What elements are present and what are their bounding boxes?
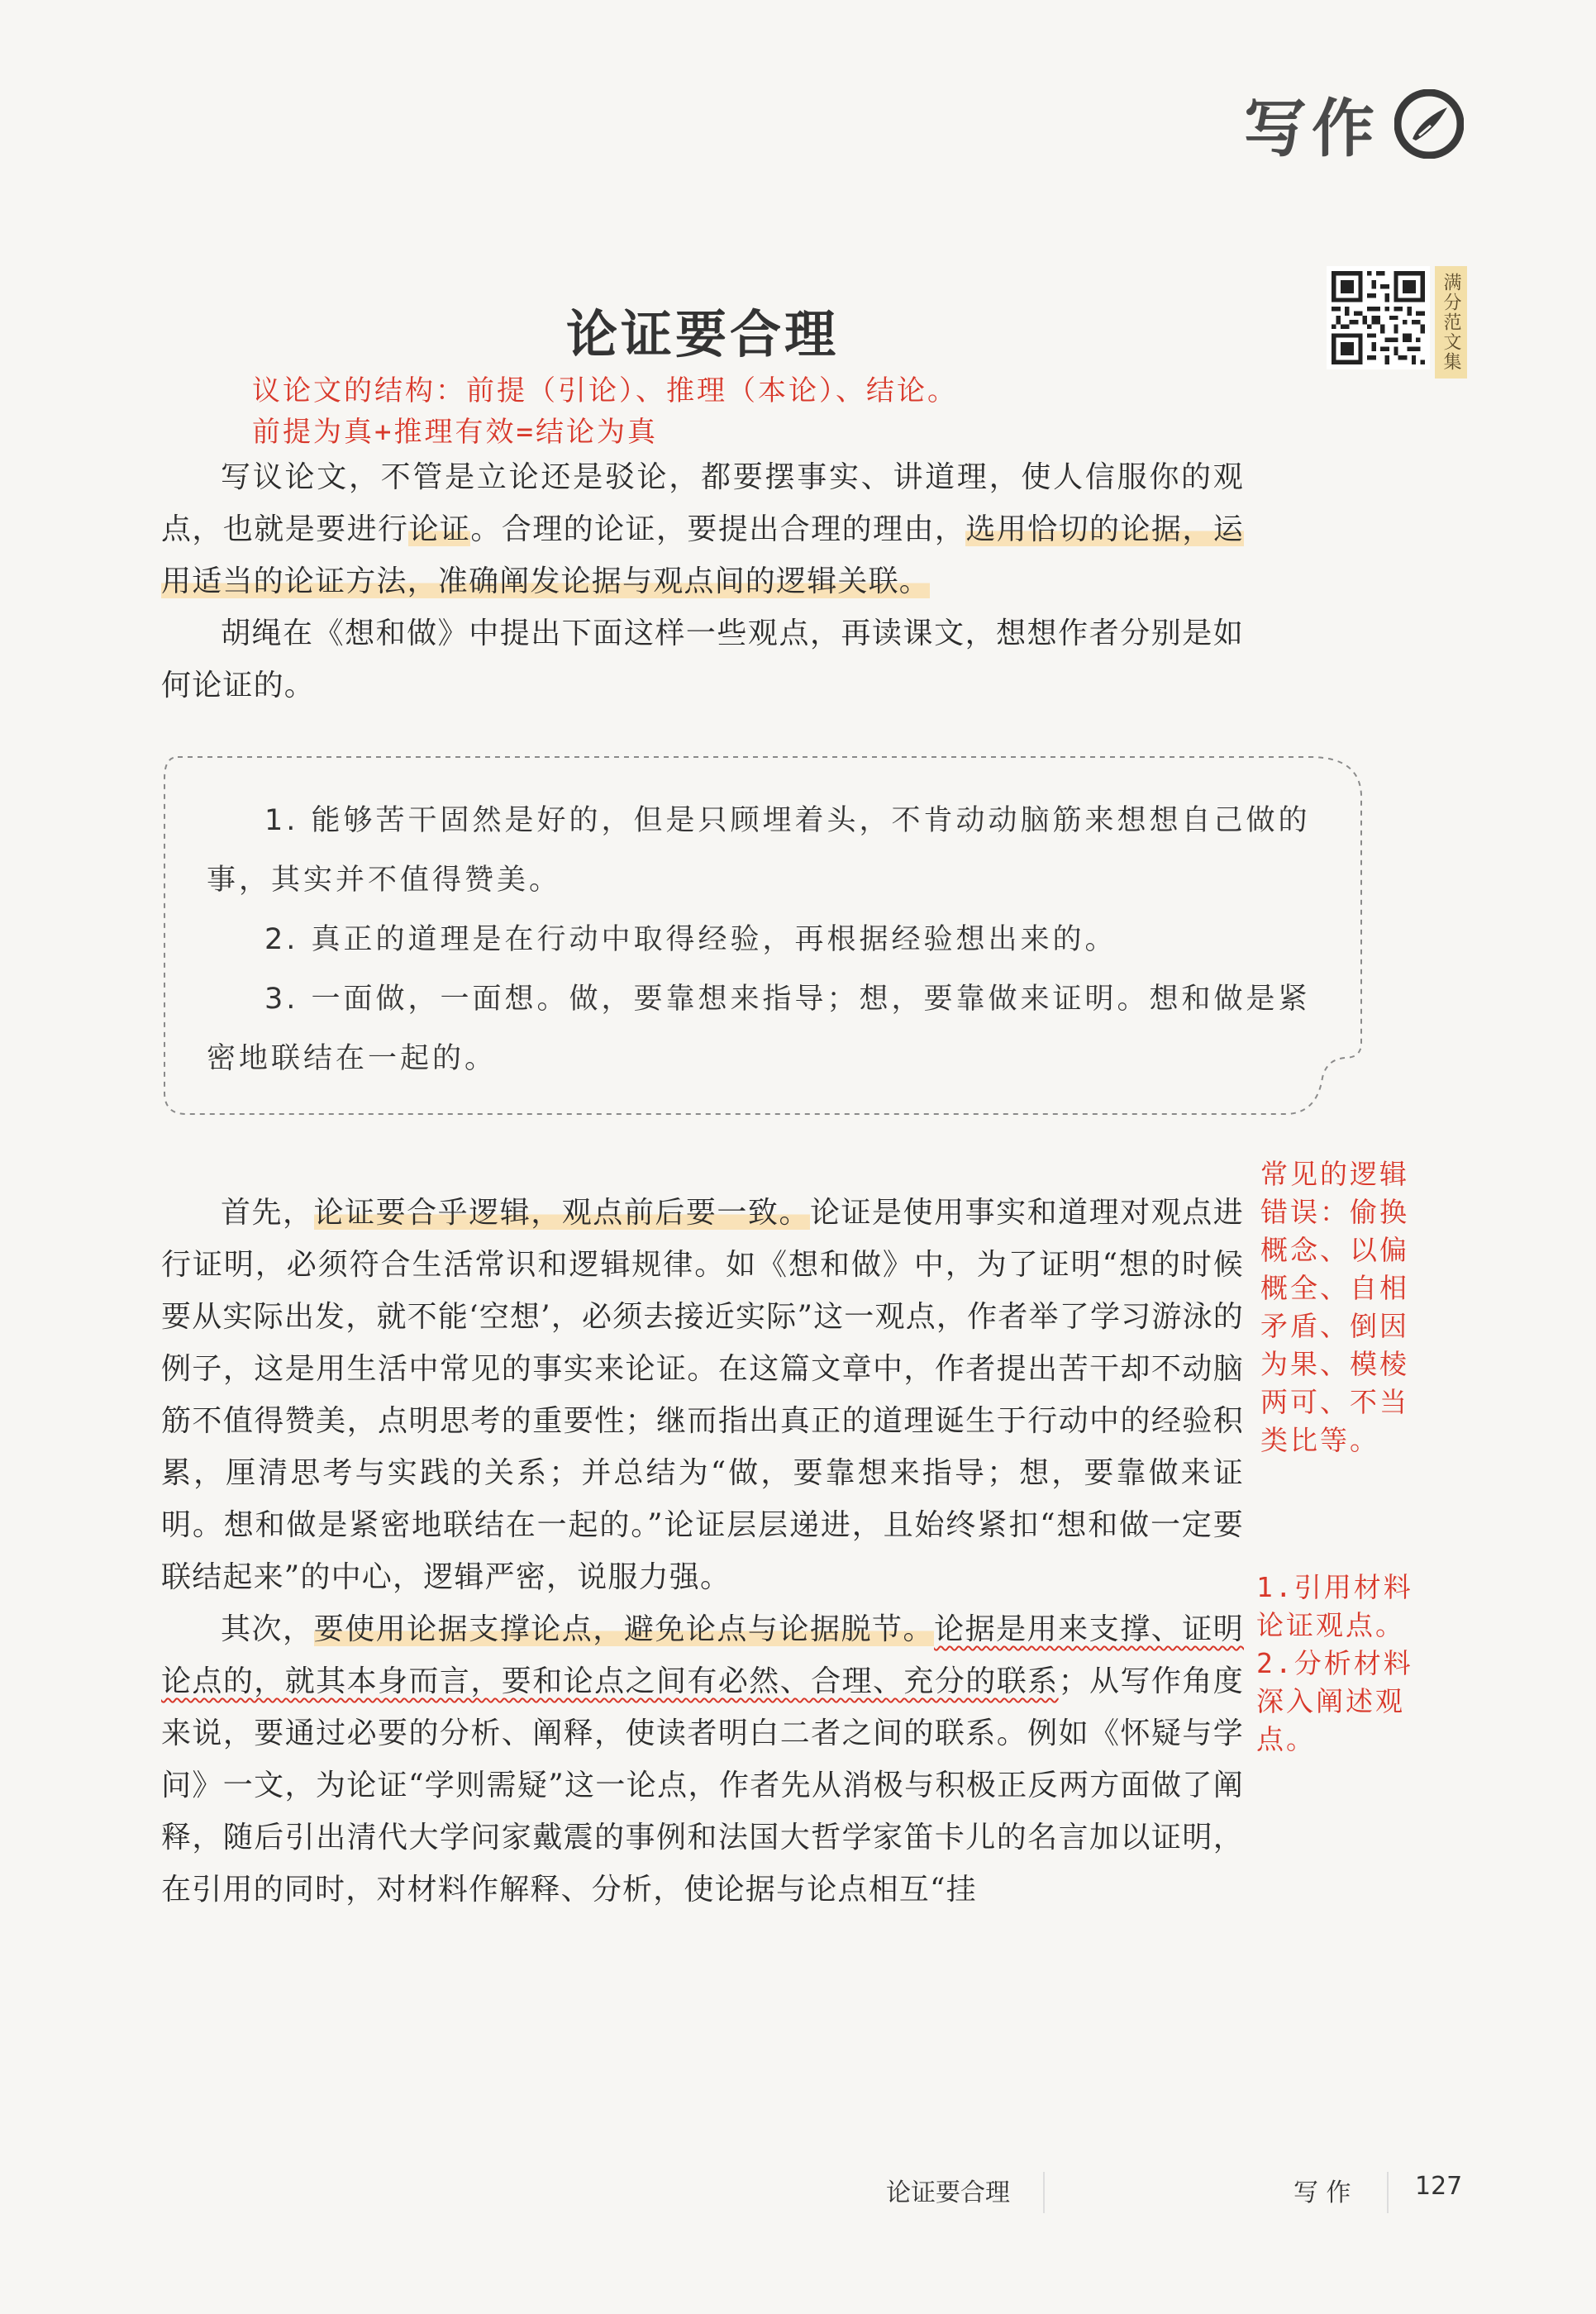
footer-section: 写 作: [1293, 2178, 1351, 2207]
quote-box: [161, 754, 1368, 1117]
qr-label: 满分范文集: [1435, 266, 1467, 379]
paragraph: [161, 451, 1244, 607]
highlight: 论证要合乎逻辑，观点前后要一致。: [313, 1196, 810, 1230]
section-header: [1244, 79, 1464, 169]
paragraph: 胡绳在《想和做》中提出下面这样一些观点，再读课文，想想作者分别是如何论证的。: [161, 617, 1244, 702]
text-span: 首先，: [221, 1196, 314, 1230]
pen-circle-icon: [1394, 89, 1464, 159]
quote-item: 3. 一面做，一面想。做，要靠想来指导；想，要靠做来证明。想和做是紧密地联结在一起的。: [207, 983, 1311, 1075]
note-line: 1.引用材料论证观点。: [1256, 1571, 1413, 1641]
body-section: [161, 1187, 1244, 1916]
handwritten-note-logic-errors: 常见的逻辑错误：偷换概念、以偏概全、自相矛盾、倒因为果、模棱两可、不当类比等。: [1260, 1158, 1409, 1456]
text-span: 写议论文，不管是立论还是驳论，都要摆事实、讲道理，使人信服你的观点，也就是要进行: [161, 460, 1244, 546]
text-span: 论证是使用事实和道理对观点进行证明，必须符合生活常识和逻辑规律。如《想和做》中，为了证明“想的时候要从实际出发，就不能‘空想’，必须去接近实际”这一观点，作者举了学习游泳的例子，这是用生活中常见的事实来论证。在这篇文章中，作者提出苦干却不动脑筋不值得赞美，点明思考的重要性；继而指出真正的道理诞生于行动中的经验积累，厘清思考与实践的关系；并总结为“做，要靠想来指导；想，要靠做来证明。想和做是紧密地联结在一起的。”论证层层递进，且始终紧扣“想和做一定要联结起来”的中心，逻辑严密，说服力强。: [161, 1196, 1244, 1594]
paragraph: [161, 1187, 1244, 1603]
section-title: 写作: [1244, 92, 1379, 165]
text-span: ；从写作角度来说，要通过必要的分析、阐释，使读者明白二者之间的联系。例如《怀疑与学问》一文，为论证“学则需疑”这一论点，作者先从消极与积极正反两方面做了阐释，随后引出清代大学问家戴震的事例和法国大哲学家笛卡儿的名言加以证明，在引用的同时，对材料作解释、分析，使论据与论点相互“挂: [161, 1664, 1244, 1907]
footer-divider: [1043, 2172, 1045, 2213]
intro-section: [161, 451, 1244, 712]
handwritten-note-top: [252, 370, 958, 453]
highlight: 论证: [408, 512, 471, 546]
note-line: 议论文的结构：前提（引论）、推理（本论）、结论。: [252, 374, 958, 407]
highlight: 要使用论据支撑论点，避免论点与论据脱节。: [313, 1612, 935, 1646]
footer-topic: 论证要合理: [886, 2178, 1010, 2207]
page-number: 127: [1415, 2172, 1463, 2201]
text-span: 其次，: [221, 1612, 314, 1646]
highlight: 选用恰切的论据，运用适当的论证方法，准确阐发论据与观点间的逻辑关联。: [161, 512, 1244, 598]
quote-item: 2. 真正的道理是在行动中取得经验，再根据经验想出来的。: [264, 923, 1117, 956]
text-span: 。合理的论证，要提出合理的理由，: [470, 512, 966, 546]
quote-item: 1. 能够苦干固然是好的，但是只顾埋着头，不肯动动脑筋来想想自己做的事，其实并不值得赞美。: [207, 804, 1311, 897]
lesson-title: 论证要合理: [565, 304, 839, 364]
handwritten-note-evidence: [1256, 1569, 1438, 1759]
paragraph: [161, 1603, 1244, 1916]
footer-divider: [1387, 2172, 1389, 2213]
quote-list: [207, 791, 1339, 1088]
wavy-underline: 论据是用来支撑、证明论点的，就其本身而言，要和论点之间有必然、合理、充分的联系: [161, 1612, 1244, 1698]
note-line: 前提为真+推理有效=结论为真: [252, 416, 658, 449]
note-line: 2.分析材料深入阐述观点。: [1256, 1647, 1413, 1755]
